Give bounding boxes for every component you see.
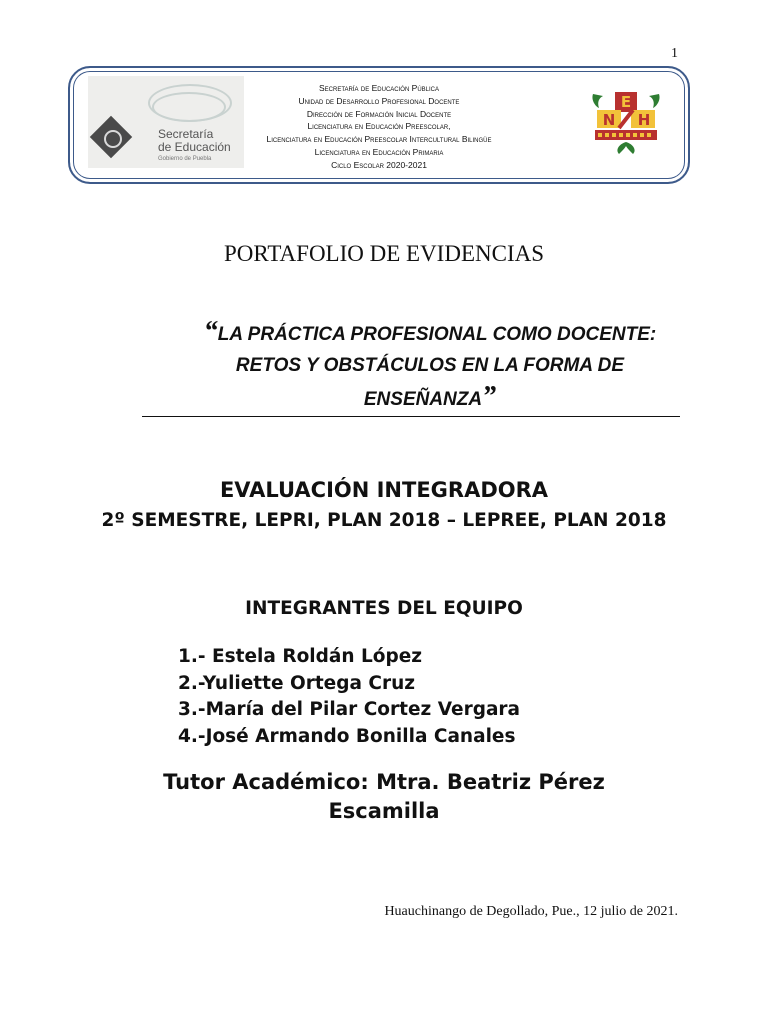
header-line: Licenciatura en Educación Primaria (314, 146, 444, 157)
open-quote: “ (203, 316, 218, 347)
institution-header-text (240, 82, 518, 172)
academic-tutor: Tutor Académico: Mtra. Beatriz Pérez Escamilla (163, 770, 605, 823)
header-line: Unidad de Desarrollo Profesional Docente (298, 95, 460, 106)
emblem-leaf-left (592, 94, 603, 108)
emblem-letter-e: E (620, 93, 632, 111)
school-emblem-logo (589, 88, 663, 156)
team-heading: INTEGRANTES DEL EQUIPO (245, 598, 523, 619)
evaluation-heading: EVALUACIÓN INTEGRADORA (219, 478, 549, 502)
project-subtitle (190, 316, 670, 415)
logo-text: Secretaría de Educación (158, 127, 231, 154)
logo-seal-icon (104, 130, 122, 148)
logo-subtext: Gobierno de Puebla (158, 156, 212, 162)
emblem-diagonal (619, 110, 633, 128)
page-number: 1 (671, 46, 678, 61)
header-line: Licenciatura en Educación Preescolar, (307, 121, 451, 132)
close-quote: ” (482, 381, 497, 412)
sep-puebla-logo (88, 76, 244, 168)
document-title: PORTAFOLIO DE EVIDENCIAS (223, 241, 545, 266)
header-line: Dirección de Formación Inicial Docente (306, 108, 452, 119)
logo-wave-decoration (152, 92, 226, 122)
emblem-letter-h: H (637, 111, 651, 129)
header-line: Licenciatura en Educación Preescolar Intercultural Bilingüe (266, 134, 492, 145)
semester-line: 2º SEMESTRE, LEPRI, PLAN 2018 – LEPREE, PLAN 2018 (101, 510, 667, 531)
header-line: Secretaría de Educación Pública (319, 83, 439, 93)
divider-line (142, 416, 680, 417)
team-member: 2.-Yuliette Ortega Cruz (178, 672, 416, 694)
header-line: Ciclo Escolar 2020-2021 (331, 159, 427, 170)
team-member: 4.-José Armando Bonilla Canales (178, 725, 516, 747)
place-and-date: Huauchinango de Degollado, Pue., 12 julio de 2021. (384, 904, 678, 919)
team-member-list (178, 644, 520, 750)
team-member: 1.- Estela Roldán López (178, 646, 423, 667)
emblem-letter-n: N (602, 111, 616, 129)
subtitle-text: LA PRÁCTICA PROFESIONAL COMO DOCENTE: RETOS Y OBSTÁCULOS EN LA FORMA DE ENSEÑANZA (217, 324, 657, 410)
team-member: 3.-María del Pilar Cortez Vergara (178, 699, 521, 720)
emblem-base-leaves (617, 142, 634, 154)
emblem-leaf-right (649, 94, 660, 108)
